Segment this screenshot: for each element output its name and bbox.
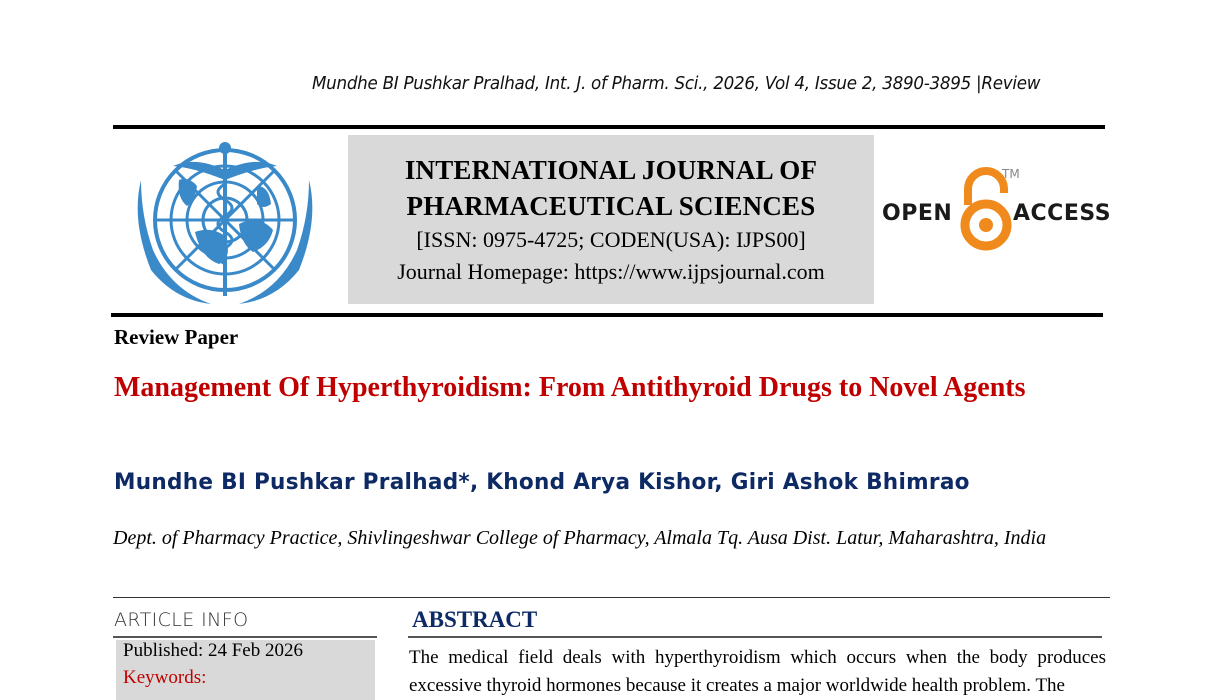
journal-title-line2: PHARMACEUTICAL SCIENCES — [406, 191, 816, 221]
paper-affiliation: Dept. of Pharmacy Practice, Shivlingeshwar College of Pharmacy, Almala Tq. Ausa Dist. Latur, Maharashtra, India — [113, 527, 1047, 549]
abstract-text: The medical field deals with hyperthyroidism which occurs when the body produces excessive thyroid hormones because it creates a major worldwide health problem. The — [409, 647, 1106, 696]
open-access-access-text: ACCESS — [1013, 201, 1112, 226]
article-info-heading: ARTICLE INFO — [114, 609, 249, 631]
open-access-open-text: OPEN — [882, 201, 953, 226]
header-rule-top — [113, 125, 1105, 129]
un-emblem-caduceus-icon — [127, 140, 323, 306]
paper-authors: Mundhe BI Pushkar Pralhad*, Khond Arya Kishor, Giri Ashok Bhimrao — [114, 470, 970, 495]
paper-title: Management Of Hyperthyroidism: From Antithyroid Drugs to Novel Agents — [114, 372, 1026, 403]
article-info-rule — [113, 636, 377, 638]
keywords-label: Keywords: — [123, 667, 207, 688]
trademark-mark: TM — [1002, 167, 1020, 181]
published-date: Published: 24 Feb 2026 — [123, 640, 303, 661]
header-rule-bottom — [111, 313, 1103, 317]
paper-type-label: Review Paper — [114, 325, 239, 349]
section-divider — [113, 597, 1110, 598]
journal-homepage-link[interactable]: Journal Homepage: https://www.ijpsjournal.com — [397, 259, 825, 284]
running-header: Mundhe BI Pushkar Pralhad, Int. J. of Pharm. Sci., 2026, Vol 4, Issue 2, 3890-3895 |Review — [312, 73, 1041, 94]
abstract-heading: ABSTRACT — [412, 607, 538, 632]
abstract-rule — [408, 636, 1102, 638]
journal-title-line1: INTERNATIONAL JOURNAL OF — [404, 155, 818, 185]
open-access-logo — [880, 165, 1110, 255]
journal-issn: [ISSN: 0975-4725; CODEN(USA): IJPS00] — [416, 227, 806, 252]
journal-masthead — [348, 135, 874, 304]
